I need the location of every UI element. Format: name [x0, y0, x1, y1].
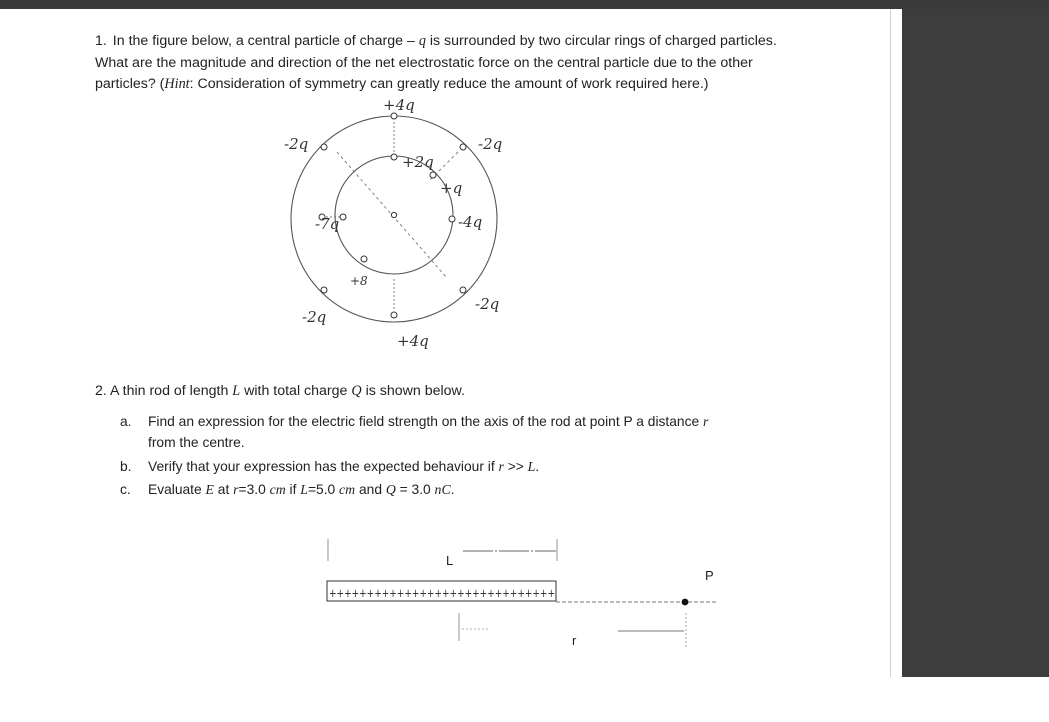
- question-2b-text: Verify that your expression has the expected behaviour if: [148, 459, 499, 474]
- label-r: r: [572, 633, 577, 648]
- question-2b-label: b.: [120, 459, 132, 474]
- unit-cm-1: cm: [269, 482, 286, 497]
- question-1-text-a: In the figure below, a central particle of charge –: [112, 33, 419, 49]
- page-edge: [890, 9, 891, 677]
- question-2c-r-val: =3.0: [238, 482, 270, 497]
- var-L-2b: L: [527, 459, 536, 474]
- viewer-bottom-area: [0, 677, 1049, 722]
- label-top-outer: +4q: [383, 96, 415, 114]
- label-inner-top: +2q: [402, 153, 434, 171]
- viewer-top-bar: [0, 0, 1049, 9]
- viewer-scroll-panel[interactable]: [902, 9, 1049, 677]
- var-q: q: [418, 33, 426, 49]
- question-1-text-b: is surrounded by two circular rings of charged particles. What are the magnitude and direction of the net electrostatic force on the central particle due to the other particles? (: [95, 33, 777, 92]
- question-2c-text4: and: [355, 482, 386, 497]
- var-r-2b: r: [498, 459, 504, 474]
- question-2c-text3: if: [285, 482, 301, 497]
- label-P: P: [705, 568, 714, 583]
- label-bottom-left-outer: -2q: [302, 308, 327, 326]
- question-1-number: 1.: [95, 33, 107, 49]
- question-2c-text2: at: [213, 482, 234, 497]
- hint-word: Hint: [164, 76, 190, 92]
- label-inner-right-top: +q: [440, 179, 463, 197]
- question-2c-L-val: =5.0: [307, 482, 340, 497]
- question-2-number: 2.: [95, 383, 107, 399]
- unit-nC: nC: [434, 482, 451, 497]
- question-2c-end: .: [450, 482, 455, 497]
- question-2a-line2: from the centre.: [148, 435, 245, 450]
- question-2b-cond: >>: [507, 459, 528, 474]
- label-left-inner: -7q: [315, 215, 340, 233]
- point-P: [682, 599, 689, 606]
- question-2-stem-b: with total charge: [240, 383, 352, 399]
- question-2b-end: .: [535, 459, 540, 474]
- var-r: r: [703, 414, 709, 429]
- var-Q-2c: Q: [385, 482, 396, 497]
- question-2a-line1: Find an expression for the electric field strength on the axis of the rod at point P a distance: [148, 414, 704, 429]
- var-E: E: [205, 482, 214, 497]
- var-L: L: [232, 383, 241, 399]
- question-1-text-c: : Consideration of symmetry can greatly reduce the amount of work required here.): [189, 76, 709, 92]
- var-L-2c: L: [300, 482, 308, 497]
- label-bottom-right-outer: -2q: [475, 295, 500, 313]
- question-2c-Q-val: = 3.0: [395, 482, 435, 497]
- question-2c-text1: Evaluate: [148, 482, 206, 497]
- label-top-right-outer: -2q: [478, 135, 503, 153]
- unit-cm-2: cm: [339, 482, 356, 497]
- label-right-inner: -4q: [458, 213, 483, 231]
- question-2c-label: c.: [120, 482, 131, 497]
- var-Q: Q: [351, 383, 362, 399]
- label-bottom-outer: +4q: [397, 332, 429, 350]
- question-2-stem-c: is shown below.: [361, 383, 465, 399]
- label-L: L: [446, 553, 454, 568]
- question-2-stem-a: A thin rod of length: [110, 383, 233, 399]
- rod-charges: ++++++++++++++++++++++++++++++: [329, 586, 555, 600]
- figure-2-rod: [0, 9, 890, 677]
- label-top-left-outer: -2q: [284, 135, 309, 153]
- document-page: [0, 9, 890, 677]
- label-lower-left-inner: +8: [350, 274, 368, 288]
- var-r-2c: r: [233, 482, 239, 497]
- question-2a-label: a.: [120, 414, 132, 429]
